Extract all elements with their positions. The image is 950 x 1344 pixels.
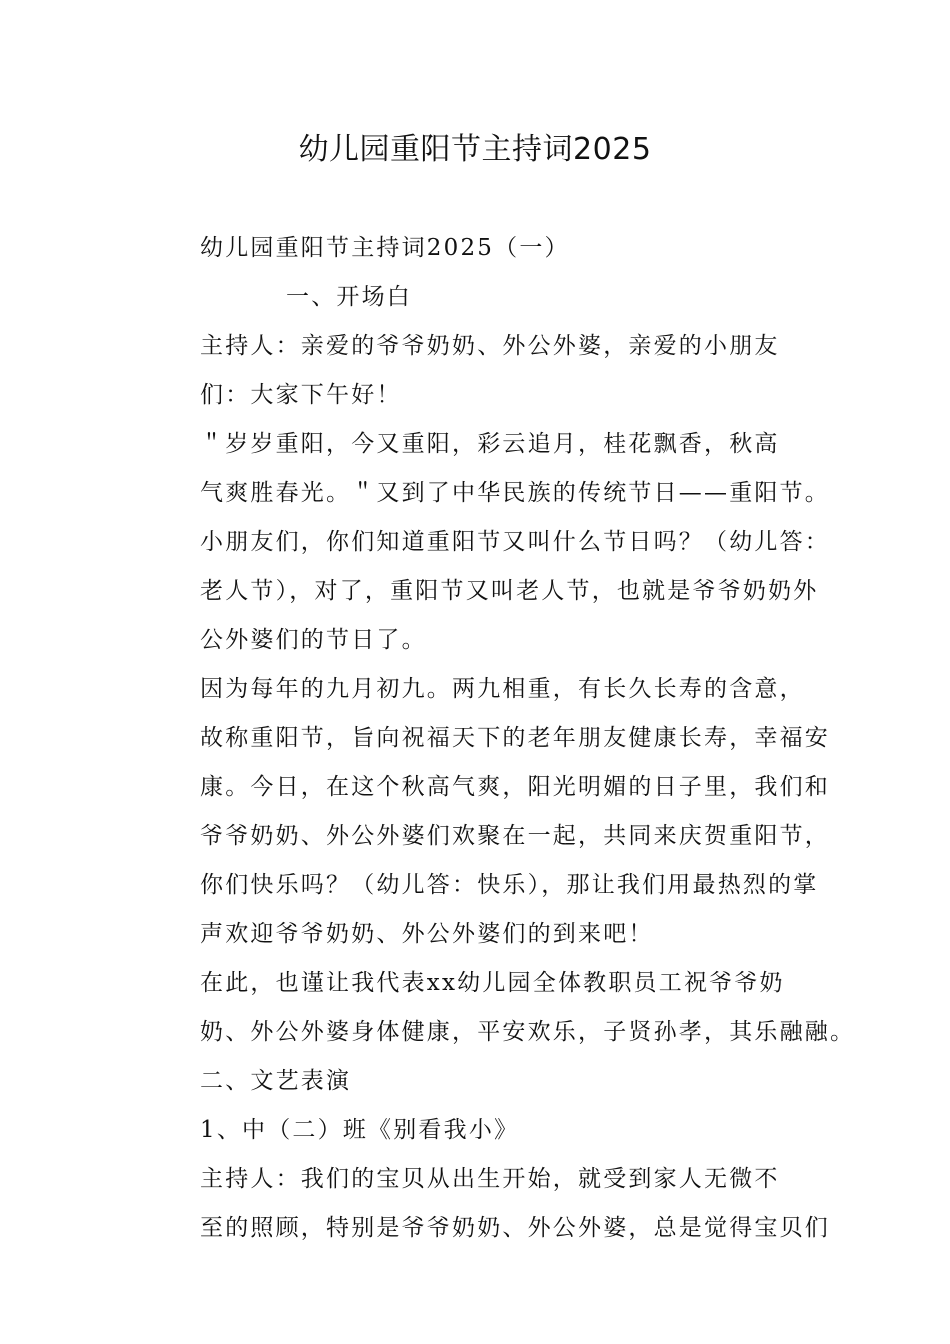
paragraph <box>146 1106 826 1155</box>
paragraph-line: 主持人：亲爱的爷爷奶奶、外公外婆，亲爱的小朋友 <box>200 333 780 359</box>
document-title: 幼儿园重阳节主持词2025 <box>298 132 652 167</box>
intro-heading: 幼儿园重阳节主持词2025（一） <box>200 235 570 261</box>
paragraph-line: 爷爷奶奶、外公外婆们欢聚在一起，共同来庆贺重阳节， <box>200 823 830 849</box>
paragraph-line: 因为每年的九月初九。两九相重，有长久长寿的含意， <box>200 676 805 702</box>
paragraph-line: 康。今日，在这个秋高气爽，阳光明媚的日子里，我们和 <box>200 774 830 800</box>
paragraph-line: 你们快乐吗？（幼儿答：快乐），那让我们用最热烈的掌 <box>200 872 819 898</box>
paragraph-line: 气爽胜春光。＂又到了中华民族的传统节日——重阳节。 <box>200 480 830 506</box>
paragraph-line: 主持人：我们的宝贝从出生开始，就受到家人无微不 <box>200 1166 780 1192</box>
paragraph-list <box>146 322 856 1253</box>
paragraph <box>146 1155 830 1253</box>
paragraph-line: 声欢迎爷爷奶奶、外公外婆们的到来吧！ <box>200 921 654 947</box>
document-body <box>146 224 856 1253</box>
paragraph-line: 奶、外公外婆身体健康，平安欢乐，子贤孙孝，其乐融融。 <box>200 1019 856 1045</box>
paragraph-line: ＂岁岁重阳，今又重阳，彩云追月，桂花飘香，秋高 <box>200 431 780 457</box>
paragraph-line: 们：大家下午好！ <box>200 382 402 408</box>
paragraph <box>146 1057 826 1106</box>
paragraph-line: 故称重阳节，旨向祝福天下的老年朋友健康长寿，幸福安 <box>200 725 830 751</box>
paragraph-line: 小朋友们，你们知道重阳节又叫什么节日吗？（幼儿答： <box>200 529 830 555</box>
paragraph-line: 在此，也谨让我代表xx幼儿园全体教职员工祝爷爷奶 <box>200 970 785 996</box>
section-heading-opening: 一、开场白 <box>286 284 412 310</box>
paragraph-line: 老人节），对了，重阳节又叫老人节，也就是爷爷奶奶外 <box>200 578 819 604</box>
paragraph <box>146 322 826 420</box>
paragraph-line: 公外婆们的节日了。 <box>200 627 427 653</box>
intro-line <box>146 224 826 322</box>
paragraph <box>146 420 830 665</box>
paragraph-line: 1、中（二）班《别看我小》 <box>200 1117 520 1143</box>
paragraph <box>146 959 856 1057</box>
paragraph-line: 至的照顾，特别是爷爷奶奶、外公外婆，总是觉得宝贝们 <box>200 1215 830 1241</box>
paragraph-line: 二、文艺表演 <box>200 1068 352 1094</box>
paragraph <box>146 665 830 959</box>
